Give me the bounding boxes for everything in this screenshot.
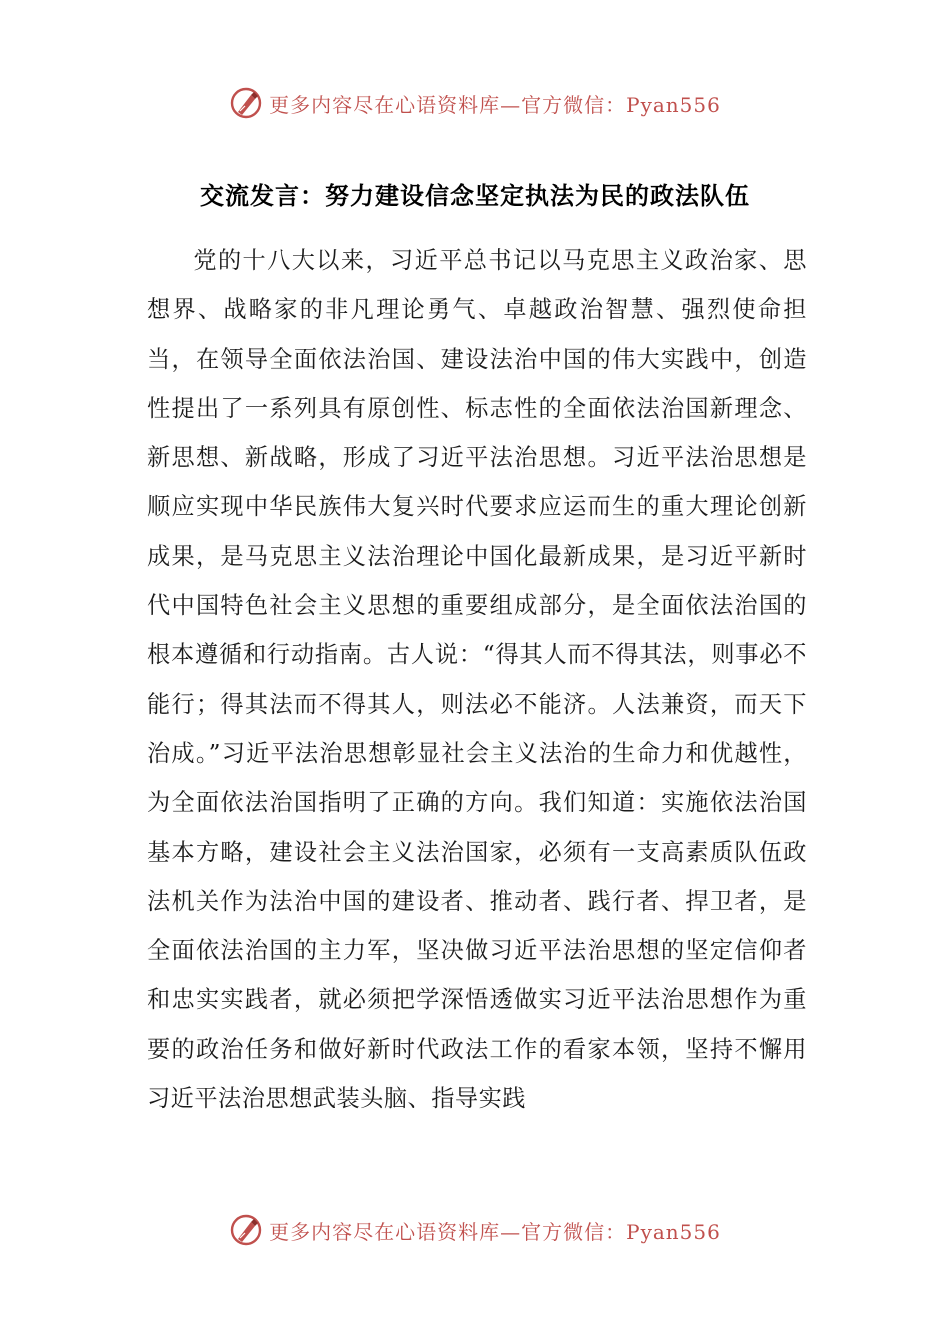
body-paragraph: 党的十八大以来，习近平总书记以马克思主义政治家、思想界、战略家的非凡理论勇气、卓越政治智慧、强烈使命担当，在领导全面依法治国、建设法治中国的伟大实践中，创造性提出了一系列具有原创性、标志性的全面依法治国新理念、新思想、新战略，形成了习近平法治思想。习近平法治思想是顺应实现中华民族伟大复兴时代要求应运而生的重大理论创新成果，是马克思主义法治理论中国化最新成果，是习近平新时代中国特色社会主义思想的重要组成部分，是全面依法治国的根本遵循和行动指南。古人说：“得其人而不得其法，则事必不能行；得其法而不得其人，则法必不能济。人法兼资，而天下治成。”习近平法治思想彰显社会主义法治的生命力和优越性，为全面依法治国指明了正确的方向。我们知道：实施依法治国基本方略，建设社会主义法治国家，必须有一支高素质队伍政法机关作为法治中国的建设者、推动者、践行者、捍卫者，是全面依法治国的主力军，坚决做习近平法治思想的坚定信仰者和忠实实践者，就必须把学深悟透做实习近平法治思想作为重要的政治任务和做好新时代政法工作的看家本领，坚持不懈用习近平法治思想武装头脑、指导实践	[147, 247, 807, 1113]
header-banner	[0, 83, 950, 123]
document-title: 交流发言：努力建设信念坚定执法为民的政法队伍	[200, 182, 750, 210]
pen-nib-logo-icon	[229, 86, 263, 120]
footer-wechat-id: Pyan556	[626, 1219, 721, 1244]
footer-banner	[0, 1210, 950, 1250]
header-wechat-id: Pyan556	[626, 92, 721, 117]
header-banner-text: 更多内容尽在心语资料库—官方微信：Pyan556	[269, 92, 721, 117]
pen-nib-logo-icon	[229, 1213, 263, 1247]
footer-banner-text: 更多内容尽在心语资料库—官方微信：Pyan556	[269, 1219, 721, 1244]
